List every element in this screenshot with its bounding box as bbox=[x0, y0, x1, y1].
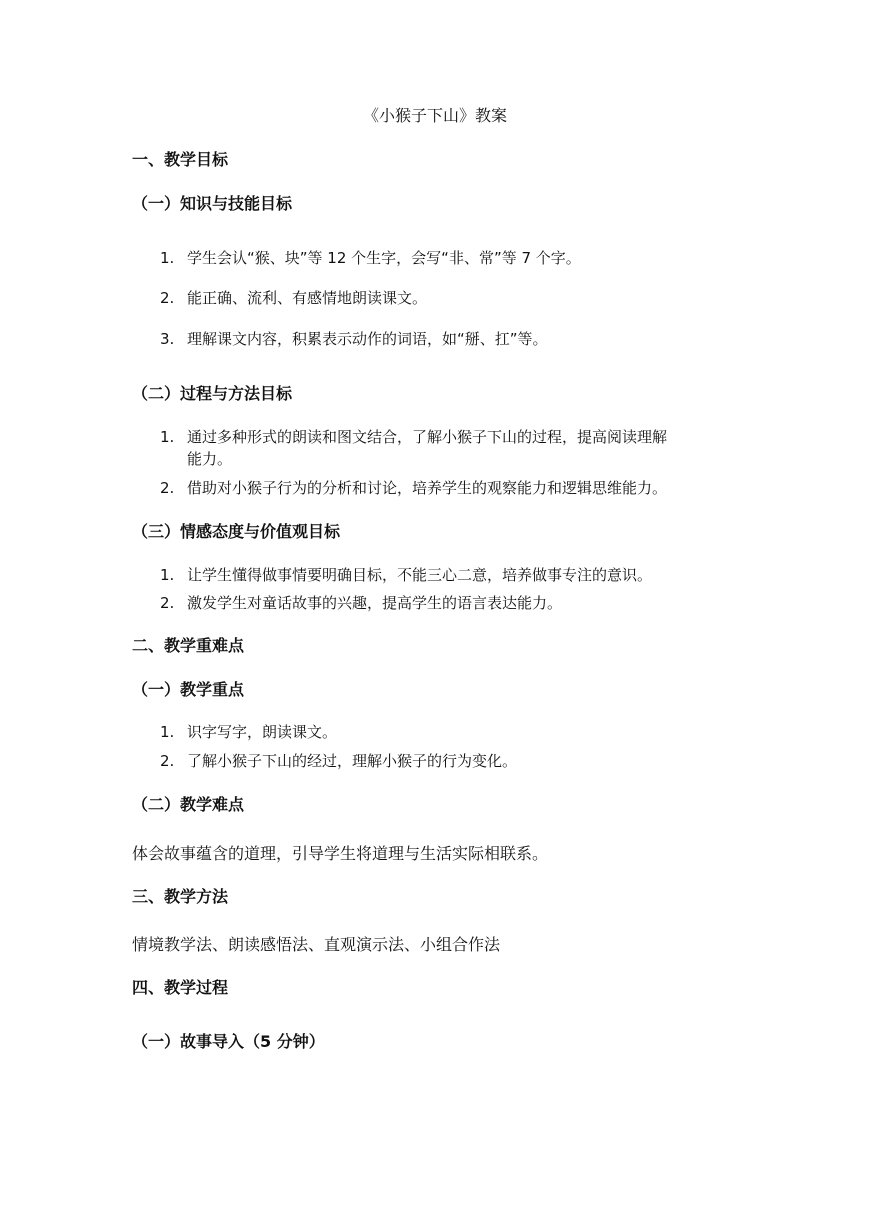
subsection-heading-knowledge-skills: （一）知识与技能目标 bbox=[132, 194, 293, 213]
list-text: 借助对小猴子行为的分析和讨论，培养学生的观察能力和逻辑思维能力。 bbox=[187, 479, 668, 497]
section-heading-teaching-methods: 三、教学方法 bbox=[132, 887, 229, 906]
list-item bbox=[0, 328, 870, 350]
subsection-heading-key-points: （一）教学重点 bbox=[132, 680, 245, 699]
list-text: 了解小猴子下山的经过，理解小猴子的行为变化。 bbox=[187, 752, 518, 770]
list-item bbox=[0, 477, 870, 499]
list-number: 2. bbox=[160, 289, 175, 307]
list-item bbox=[0, 592, 870, 614]
list-number: 2. bbox=[160, 752, 175, 770]
subsection-heading-story-intro: （一）故事导入（5 分钟） bbox=[132, 1032, 325, 1051]
list-item bbox=[0, 247, 870, 269]
list-number: 1. bbox=[160, 566, 175, 584]
list-item bbox=[0, 287, 870, 309]
list-number: 1. bbox=[160, 428, 175, 446]
subsection-heading-attitude-values: （三）情感态度与价值观目标 bbox=[132, 522, 341, 541]
list-text: 理解课文内容，积累表示动作的词语，如“掰、扛”等。 bbox=[187, 330, 548, 348]
list-number: 1. bbox=[160, 249, 175, 267]
list-text-continuation: 能力。 bbox=[187, 450, 233, 468]
list-text: 能正确、流利、有感情地朗读课文。 bbox=[187, 289, 428, 307]
list-text: 识字写字，朗读课文。 bbox=[187, 723, 338, 741]
list-item bbox=[0, 426, 870, 470]
paragraph-difficult-points: 体会故事蕴含的道理，引导学生将道理与生活实际相联系。 bbox=[132, 844, 549, 863]
list-number: 1. bbox=[160, 723, 175, 741]
section-heading-teaching-process: 四、教学过程 bbox=[132, 978, 229, 997]
list-text: 通过多种形式的朗读和图文结合，了解小猴子下山的过程，提高阅读理解 bbox=[187, 428, 668, 446]
list-text: 激发学生对童话故事的兴趣，提高学生的语言表达能力。 bbox=[187, 594, 563, 612]
list-text: 让学生懂得做事情要明确目标，不能三心二意，培养做事专注的意识。 bbox=[187, 566, 653, 584]
list-number: 2. bbox=[160, 594, 175, 612]
list-number: 2. bbox=[160, 479, 175, 497]
section-heading-key-difficult-points: 二、教学重难点 bbox=[132, 636, 245, 655]
list-text: 学生会认“猴、块”等 12 个生字，会写“非、常”等 7 个字。 bbox=[187, 249, 581, 267]
subsection-heading-difficult-points: （二）教学难点 bbox=[132, 795, 245, 814]
list-number: 3. bbox=[160, 330, 175, 348]
paragraph-teaching-methods: 情境教学法、朗读感悟法、直观演示法、小组合作法 bbox=[132, 935, 501, 954]
list-item bbox=[0, 750, 870, 772]
section-heading-objectives: 一、教学目标 bbox=[132, 150, 229, 169]
document-title: 《小猴子下山》教案 bbox=[362, 106, 507, 125]
list-item bbox=[0, 564, 870, 586]
list-item bbox=[0, 721, 870, 743]
subsection-heading-process-methods: （二）过程与方法目标 bbox=[132, 384, 293, 403]
